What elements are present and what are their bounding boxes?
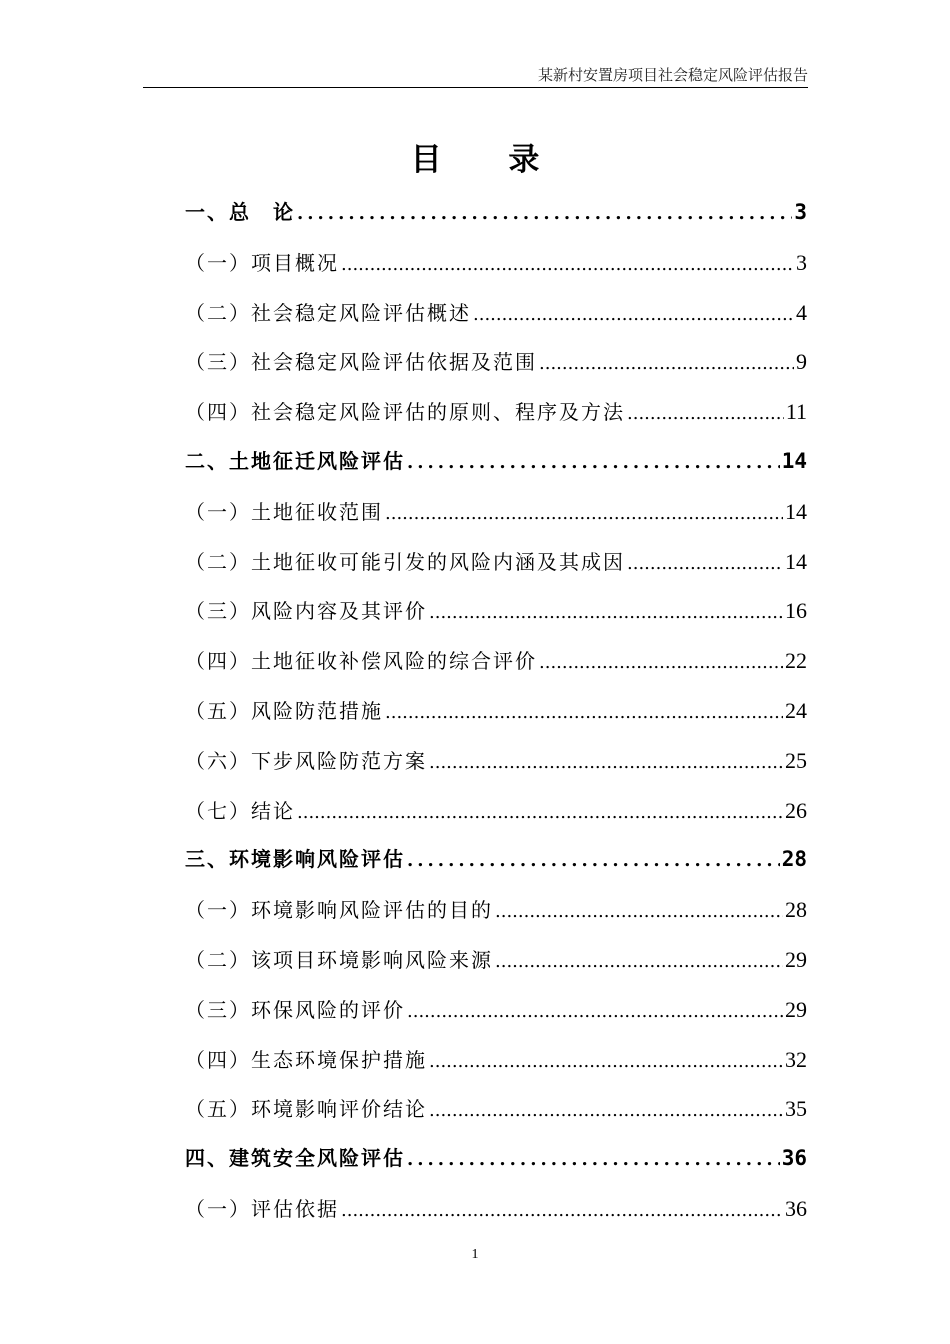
toc-section-entry[interactable] <box>185 1035 807 1085</box>
toc-entry-title: 三、环境影响风险评估 <box>185 847 405 872</box>
dot-leader <box>385 489 783 539</box>
toc-section-entry[interactable] <box>185 387 807 437</box>
toc-entry-page: 32 <box>785 1046 807 1072</box>
toc-entry-page: 4 <box>796 299 807 325</box>
toc-title: 目 录 <box>410 142 568 178</box>
toc-entry-title: （四）社会稳定风险评估的原则、程序及方法 <box>185 400 625 425</box>
toc-chapter-entry[interactable] <box>185 835 807 885</box>
toc-section-entry[interactable] <box>185 786 807 836</box>
toc-entry-page: 28 <box>781 847 807 872</box>
toc-entry-page: 36 <box>785 1195 807 1221</box>
toc-entry-title: （二）该项目环境影响风险来源 <box>185 947 493 972</box>
dot-leader <box>429 738 783 788</box>
dot-leader <box>627 389 784 439</box>
toc-section-entry[interactable] <box>185 337 807 387</box>
dot-leader <box>495 937 783 987</box>
toc-section-entry[interactable] <box>185 1084 807 1134</box>
dot-leader <box>341 1186 783 1236</box>
toc-entry-page: 26 <box>785 797 807 823</box>
toc-entry-title: （一）土地征收范围 <box>185 499 383 524</box>
toc-chapter-entry[interactable] <box>185 1134 807 1184</box>
toc-entry-page: 9 <box>796 349 807 375</box>
toc-chapter-entry[interactable] <box>185 437 807 487</box>
toc-section-entry[interactable] <box>185 935 807 985</box>
dot-leader <box>407 438 780 488</box>
dot-leader <box>385 688 783 738</box>
toc-section-entry[interactable] <box>185 985 807 1035</box>
toc-entry-title: 一、总 论 <box>185 200 295 224</box>
dot-leader <box>407 987 783 1037</box>
toc-entry-page: 25 <box>785 747 807 773</box>
toc-entry-title: （二）社会稳定风险评估概述 <box>185 300 471 325</box>
toc-entry-page: 24 <box>785 697 807 723</box>
toc-entry-title: （三）风险内容及其评价 <box>185 599 427 624</box>
toc-entry-page: 14 <box>785 548 807 574</box>
toc-entry-page: 14 <box>785 498 807 524</box>
toc-entry-title: （四）土地征收补偿风险的综合评价 <box>185 649 537 674</box>
toc-entry-page: 11 <box>785 399 807 425</box>
toc-entry-title: （六）下步风险防范方案 <box>185 748 427 773</box>
toc-entry-title: （二）土地征收可能引发的风险内涵及其成因 <box>185 549 625 574</box>
toc-entry-title: （一）项目概况 <box>185 250 339 275</box>
dot-leader <box>341 240 794 290</box>
dot-leader <box>429 1037 783 1087</box>
toc-section-entry[interactable] <box>185 1184 807 1234</box>
toc-section-entry[interactable] <box>185 736 807 786</box>
dot-leader <box>407 836 780 886</box>
dot-leader <box>429 588 783 638</box>
toc-chapter-entry[interactable] <box>185 188 807 238</box>
toc-section-entry[interactable] <box>185 686 807 736</box>
toc-entry-title: （七）结论 <box>185 798 295 823</box>
dot-leader <box>627 539 783 589</box>
toc-entry-title: （一）评估依据 <box>185 1196 339 1221</box>
toc-section-entry[interactable] <box>185 487 807 537</box>
running-header: 某新村安置房项目社会稳定风险评估报告 <box>537 66 808 84</box>
toc-entry-page: 14 <box>781 448 807 473</box>
toc-section-entry[interactable] <box>185 636 807 686</box>
dot-leader <box>539 339 794 389</box>
toc-section-entry[interactable] <box>185 885 807 935</box>
toc-section-entry[interactable] <box>185 288 807 338</box>
dot-leader <box>297 189 792 239</box>
dot-leader <box>407 1135 780 1185</box>
table-of-contents <box>185 188 807 1234</box>
toc-section-entry[interactable] <box>185 586 807 636</box>
dot-leader <box>495 887 783 937</box>
toc-entry-page: 22 <box>785 648 807 674</box>
toc-entry-title: （三）环保风险的评价 <box>185 997 405 1022</box>
toc-entry-page: 35 <box>785 1096 807 1122</box>
toc-entry-title: （四）生态环境保护措施 <box>185 1047 427 1072</box>
toc-entry-title: 二、土地征迁风险评估 <box>185 448 405 473</box>
toc-section-entry[interactable] <box>185 537 807 587</box>
toc-entry-page: 28 <box>785 897 807 923</box>
toc-entry-page: 3 <box>794 200 807 224</box>
toc-section-entry[interactable] <box>185 238 807 288</box>
page-number: 1 <box>471 1247 479 1262</box>
toc-entry-page: 29 <box>785 946 807 972</box>
dot-leader <box>297 788 783 838</box>
toc-entry-page: 3 <box>796 249 807 275</box>
toc-entry-title: （五）环境影响评价结论 <box>185 1097 427 1122</box>
header-divider <box>143 87 808 88</box>
toc-entry-title: 四、建筑安全风险评估 <box>185 1146 405 1171</box>
toc-entry-page: 16 <box>785 598 807 624</box>
toc-entry-title: （五）风险防范措施 <box>185 698 383 723</box>
dot-leader <box>429 1086 783 1136</box>
toc-entry-title: （三）社会稳定风险评估依据及范围 <box>185 350 537 375</box>
dot-leader <box>473 290 794 340</box>
toc-entry-page: 36 <box>781 1146 807 1171</box>
dot-leader <box>539 638 783 688</box>
toc-entry-title: （一）环境影响风险评估的目的 <box>185 898 493 923</box>
toc-entry-page: 29 <box>785 996 807 1022</box>
